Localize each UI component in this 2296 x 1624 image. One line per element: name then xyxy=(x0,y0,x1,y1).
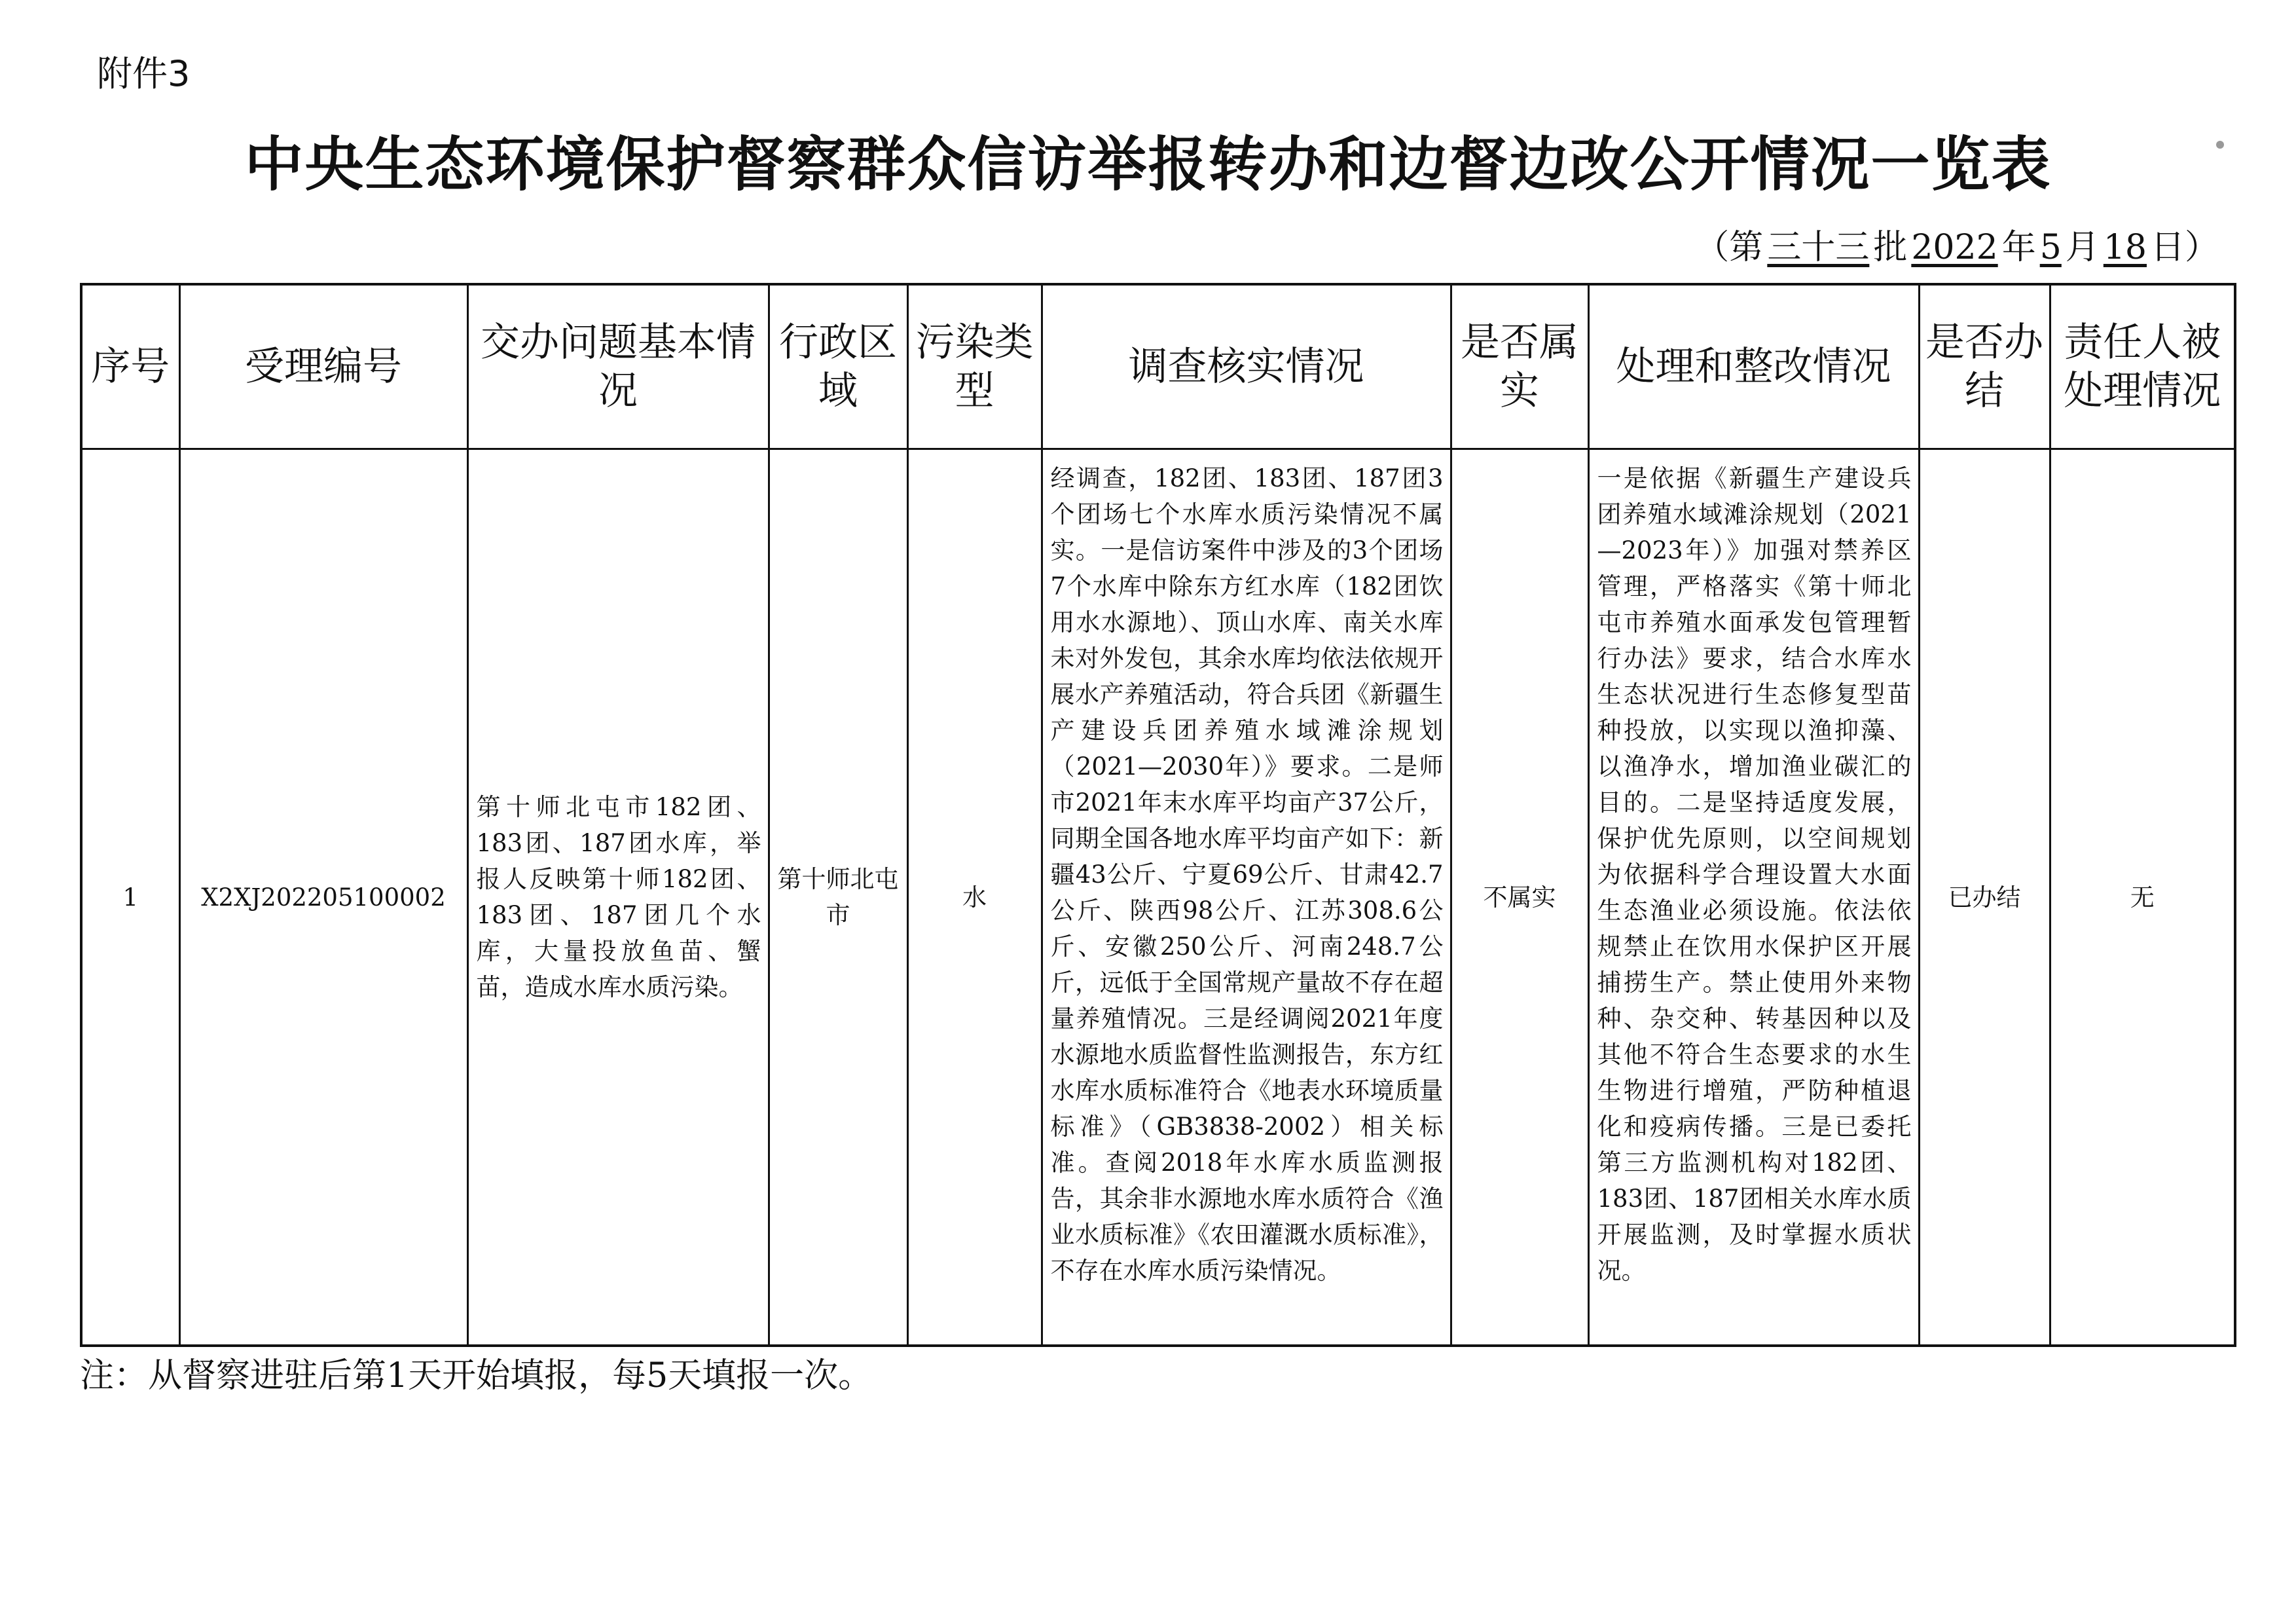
batch-info xyxy=(1695,219,2219,268)
header-region: 行政区域 xyxy=(769,284,907,449)
cell-region: 第十师北屯市 xyxy=(769,449,907,1346)
table-header-row xyxy=(81,284,2235,449)
table-row xyxy=(81,449,2235,1346)
cell-seq: 1 xyxy=(81,449,179,1346)
header-accountability: 责任人被处理情况 xyxy=(2050,284,2235,449)
header-investigation: 调查核实情况 xyxy=(1042,284,1451,449)
header-issue: 交办问题基本情况 xyxy=(467,284,769,449)
cell-accountability: 无 xyxy=(2050,449,2235,1346)
batch-open: （第 xyxy=(1695,228,1764,267)
batch-year-word: 年 xyxy=(2001,228,2036,267)
cell-issue: 第十师北屯市182团、183团、187团水库，举报人反映第十师182团、183团、187团几个水库，大量投放鱼苗、蟹苗，造成水库水质污染。 xyxy=(467,449,769,1346)
header-case-id: 受理编号 xyxy=(179,284,467,449)
batch-month-word: 月 xyxy=(2065,228,2100,267)
cell-closed: 已办结 xyxy=(1919,449,2050,1346)
header-handling: 处理和整改情况 xyxy=(1588,284,1919,449)
scan-speck xyxy=(2216,141,2224,149)
batch-month: 5 xyxy=(2039,228,2062,267)
header-pollution: 污染类型 xyxy=(907,284,1042,449)
batch-word: 批 xyxy=(1873,228,1908,267)
header-verified: 是否属实 xyxy=(1451,284,1588,449)
document-title: 中央生态环境保护督察群众信访举报转办和边督边改公开情况一览表 xyxy=(244,130,2052,199)
batch-number: 三十三 xyxy=(1767,228,1870,267)
cell-handling: 一是依据《新疆生产建设兵团养殖水域滩涂规划（2021—2023年）》加强对禁养区管理，严格落实《第十师北屯市养殖水面承发包管理暂行办法》要求，结合水库水生态状况进行生态修复型苗种投放，以实现以渔抑藻、以渔净水，增加渔业碳汇的目的。二是坚持适度发展，保护优先原则，以空间规划为依据科学合理设置大水面生态渔业必须设施。依法依规禁止在饮用水保护区开展捕捞生产。禁止使用外来物种、杂交种、转基因种以及其他不符合生态要求的水生生物进行增殖，严防种植退化和疫病传播。三是已委托第三方监测机构对182团、183团、187团相关水库水质开展监测，及时掌握水质状况。 xyxy=(1588,449,1919,1346)
attachment-label: 附件3 xyxy=(97,53,191,94)
header-closed: 是否办结 xyxy=(1919,284,2050,449)
cell-verified: 不属实 xyxy=(1451,449,1588,1346)
footnote: 注：从督察进驻后第1天开始填报，每5天填报一次。 xyxy=(80,1356,873,1395)
cell-case-id: X2XJ202205100002 xyxy=(179,449,467,1346)
report-table xyxy=(80,283,2236,1347)
cell-investigation: 经调查，182团、183团、187团3个团场七个水库水质污染情况不属实。一是信访案件中涉及的3个团场7个水库中除东方红水库（182团饮用水水源地）、顶山水库、南关水库未对外发包，其余水库均依法依规开展水产养殖活动，符合兵团《新疆生产建设兵团养殖水域滩涂规划（2021—2030年）》要求。二是师市2021年末水库平均亩产37公斤，同期全国各地水库平均亩产如下：新疆43公斤、宁夏69公斤、甘肃42.7公斤、陕西98公斤、江苏308.6公斤、安徽250公斤、河南248.7公斤，远低于全国常规产量故不存在超量养殖情况。三是经调阅2021年度水源地水质监督性监测报告，东方红水库水质标准符合《地表水环境质量标准》（GB3838-2002）相关标准。查阅2018年水库水质监测报告，其余非水源地水库水质符合《渔业水质标准》《农田灌溉水质标准》，不存在水库水质污染情况。 xyxy=(1042,449,1451,1346)
cell-pollution: 水 xyxy=(907,449,1042,1346)
batch-year: 2022 xyxy=(1911,228,1998,267)
batch-day: 18 xyxy=(2103,228,2147,267)
batch-day-word: 日） xyxy=(2150,228,2219,267)
header-seq: 序号 xyxy=(81,284,179,449)
